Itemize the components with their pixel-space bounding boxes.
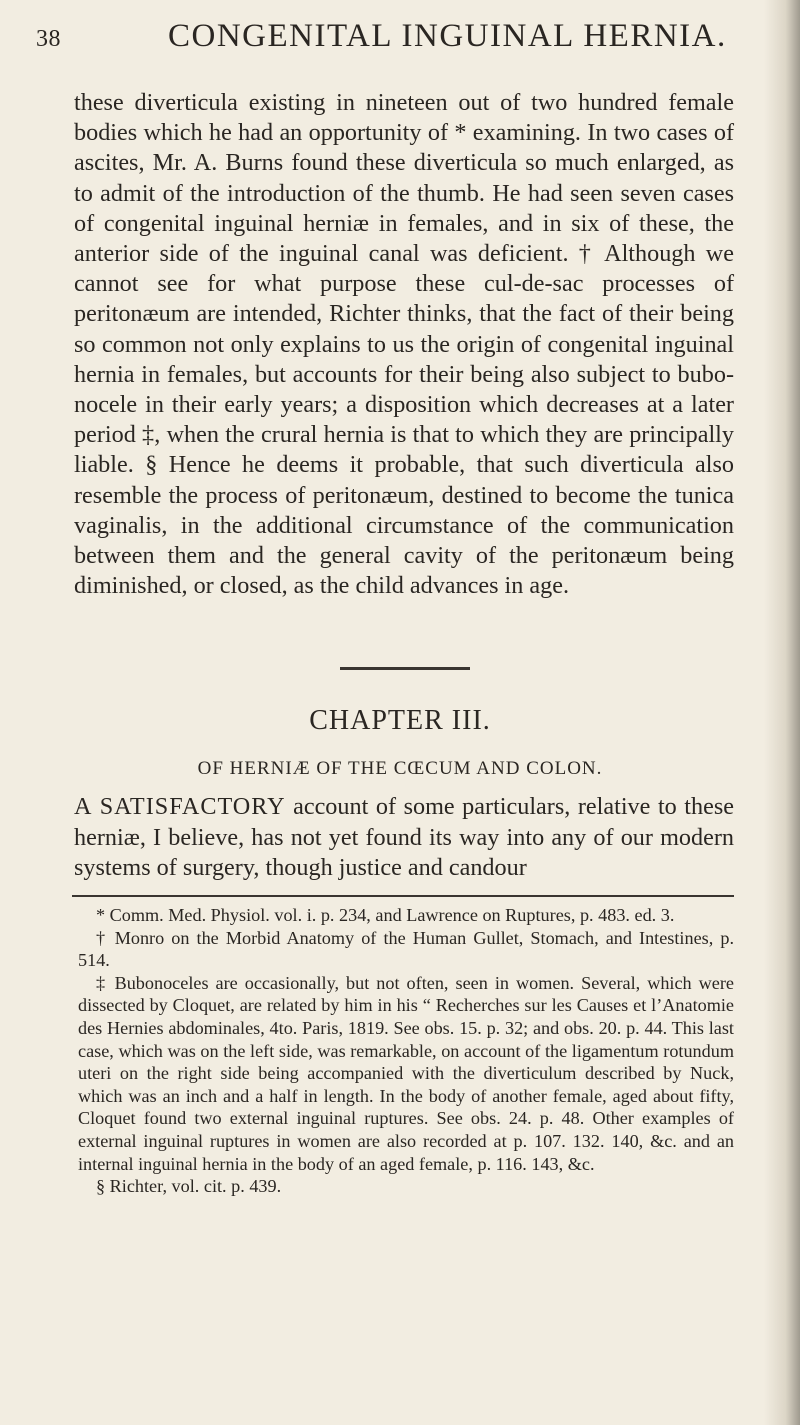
footnote: § Richter, vol. cit. p. 439. bbox=[96, 1176, 282, 1197]
footnote-divider-rule bbox=[72, 895, 734, 897]
section-divider-rule bbox=[340, 667, 470, 670]
chapter-opening-paragraph bbox=[74, 792, 734, 884]
body-paragraph: these diverticula existing in nineteen out of two hundred female bodies which he had an opportunity of * examining. In two cases of ascites, Mr. A. Burns found these diverticula so much enlarged, as to admit of the introduction of the thumb. He had seen seven cases of congenital inguinal herniæ in females, and in six of these, the anterior side of the inguinal canal was deficient. † Although we cannot see for what purpose these cul-de-sac processes of peritonæum are intended, Richter thinks, that the fact of their being so common not only explains to us the origin of congenital inguinal hernia in females, but accounts for their being also subject to bubonocele in their early years; a disposition which decreases at a later period ‡, when the crural hernia is that to which they are principally liable. § Hence he deems it probable, that such diverticula also resemble the process of peritonæum, destined to become the tunica vaginalis, in the additional circumstance of the communication between them and the general cavity of the peritonæum being diminished, or closed, as the child advances in age. bbox=[74, 89, 734, 600]
running-title: CONGENITAL INGUINAL HERNIA. bbox=[168, 18, 727, 54]
chapter-heading: CHAPTER III. bbox=[309, 705, 491, 736]
chapter-subtitle: OF HERNIÆ OF THE CŒCUM AND COLON. bbox=[197, 758, 603, 779]
footnotes-block bbox=[78, 904, 734, 1198]
body-paragraph-block bbox=[74, 88, 734, 601]
footnote: * Comm. Med. Physiol. vol. i. p. 234, and Lawrence on Ruptures, p. 483. ed. 3. bbox=[96, 905, 675, 925]
chapter-opening-text: account of some particulars, relative to these herniæ, I believe, has not yet found its way into any of our modern systems of surgery, though justice and candour bbox=[74, 793, 735, 881]
chapter-opening-caps: A SATISFACTORY bbox=[74, 793, 286, 820]
footnote: † Monro on the Morbid Anatomy of the Human Gullet, Stomach, and Intestines, p. 514. bbox=[78, 927, 734, 971]
chapter-opening-block bbox=[74, 792, 734, 884]
page-number: 38 bbox=[36, 26, 61, 52]
page-header bbox=[36, 18, 756, 58]
footnote: ‡ Bubonoceles are occasionally, but not often, seen in women. Several, which were dissected by Cloquet, are related by him in his “ Recherches sur les Causes et l’Anatomie des Hernies abdominales, 4to. Paris, 1819. See obs. 15. p. 32; and obs. 20. p. 44. This last case, which was on the left side, was remarkable, on account of the ligamentum rotundum uteri on the right side being accompanied with the diverticulum described by Nuck, which was an inch and a half in length. In the body of another female, aged about fifty, Cloquet found two external inguinal ruptures. See obs. 24. p. 48. Other examples of external inguinal ruptures in women are also recorded at p. 107. 132. 140, &c. and an internal inguinal hernia in the body of an aged female, p. 116. 143, &c. bbox=[78, 972, 734, 1174]
